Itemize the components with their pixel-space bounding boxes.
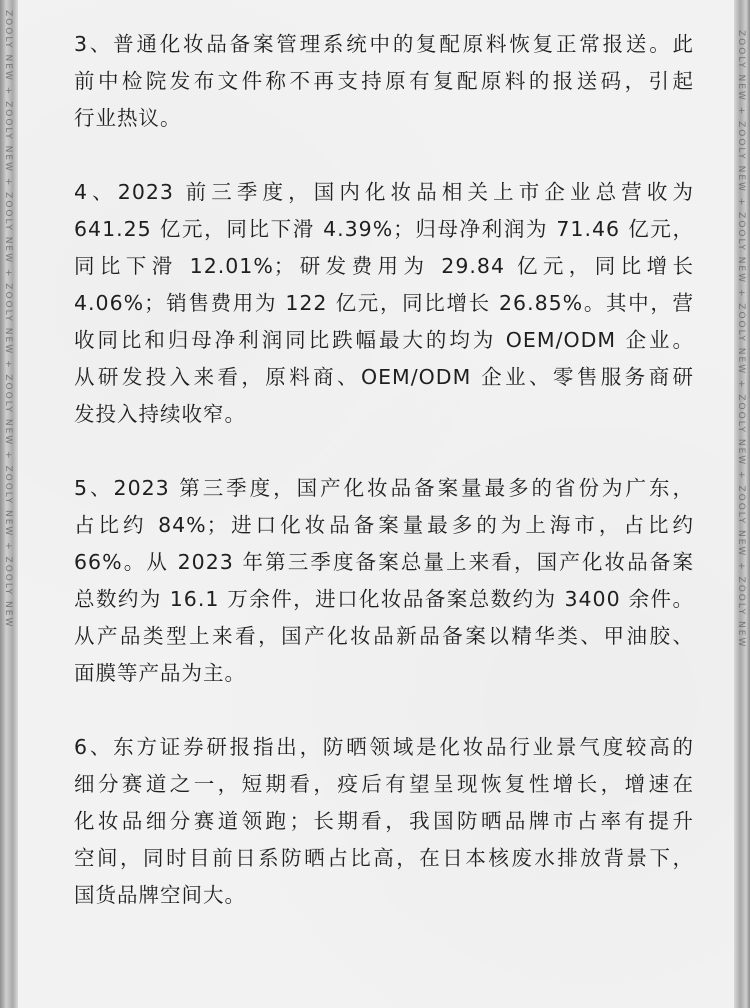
paragraph-line: 总数约为 16.1 万余件，进口化妆品备案总数约为 3400 余件。	[74, 587, 694, 611]
article-paper	[18, 0, 734, 1008]
paragraph-line: 同比下滑 12.01%；研发费用为 29.84 亿元，同比增长	[74, 254, 694, 278]
paragraph-line: 空间，同时目前日系防晒占比高，在日本核废水排放背景下，	[74, 846, 694, 870]
paragraph-5	[74, 470, 694, 692]
paragraph-line: 66%。从 2023 年第三季度备案总量上来看，国产化妆品备案	[74, 550, 694, 574]
paragraph-6	[74, 729, 694, 914]
right-watermark: ZOOLY NEW + ZOOLY NEW + ZOOLY NEW + ZOOLY NEW + ZOOLY NEW + ZOOLY NEW + ZOOLY NEW	[736, 30, 746, 649]
paragraph-line: 4.06%；销售费用为 122 亿元，同比增长 26.85%。其中，营	[74, 291, 694, 315]
paragraph-line: 发投入持续收窄。	[74, 402, 246, 426]
article-body	[74, 26, 694, 951]
paragraph-line: 面膜等产品为主。	[74, 661, 246, 685]
paragraph-line: 641.25 亿元，同比下滑 4.39%；归母净利润为 71.46 亿元，	[74, 217, 694, 241]
paragraph-line: 国货品牌空间大。	[74, 883, 246, 907]
paragraph-line: 3、普通化妆品备案管理系统中的复配原料恢复正常报送。此	[74, 32, 694, 56]
paragraph-4	[74, 174, 694, 433]
paragraph-line: 细分赛道之一，短期看，疫后有望呈现恢复性增长，增速在	[74, 772, 694, 796]
paragraph-line: 前中检院发布文件称不再支持原有复配原料的报送码，引起	[74, 69, 694, 93]
paragraph-line: 4、2023 前三季度，国内化妆品相关上市企业总营收为	[74, 180, 694, 204]
paragraph-line: 6、东方证券研报指出，防晒领域是化妆品行业景气度较高的	[74, 735, 694, 759]
paragraph-3	[74, 26, 694, 137]
paragraph-line: 从研发投入来看，原料商、OEM/ODM 企业、零售服务商研	[74, 365, 694, 389]
left-watermark: ZOOLY NEW + ZOOLY NEW + ZOOLY NEW + ZOOLY NEW + ZOOLY NEW + ZOOLY NEW + ZOOLY NEW	[3, 10, 13, 629]
paragraph-line: 行业热议。	[74, 106, 182, 130]
paragraph-line: 从产品类型上来看，国产化妆品新品备案以精华类、甲油胶、	[74, 624, 694, 648]
paragraph-line: 5、2023 第三季度，国产化妆品备案量最多的省份为广东，	[74, 476, 694, 500]
paragraph-line: 占比约 84%；进口化妆品备案量最多的为上海市，占比约	[74, 513, 694, 537]
paragraph-line: 化妆品细分赛道领跑；长期看，我国防晒品牌市占率有提升	[74, 809, 694, 833]
paragraph-line: 收同比和归母净利润同比跌幅最大的均为 OEM/ODM 企业。	[74, 328, 694, 352]
